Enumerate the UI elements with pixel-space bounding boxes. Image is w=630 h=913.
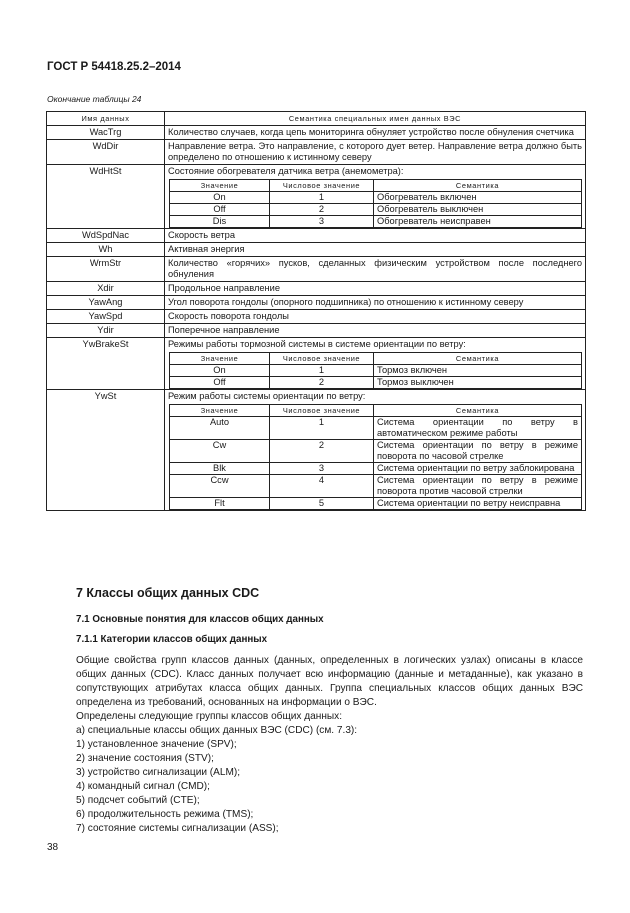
value-cell: Auto bbox=[170, 417, 270, 440]
semantic-text: Режим работы системы ориентации по ветру: bbox=[168, 391, 366, 401]
section-body bbox=[76, 654, 583, 836]
list-line: а) специальные классы общих данных ВЭС (CDC) (см. 7.3): bbox=[76, 725, 358, 736]
table-row bbox=[47, 310, 586, 324]
semantic-cell: Угол поворота гондолы (опорного подшипника) по отношению к истинному северу bbox=[165, 296, 586, 310]
semantic-cell: Скорость поворота гондолы bbox=[165, 310, 586, 324]
subsubsection-heading: 7.1.1 Категории классов общих данных bbox=[76, 634, 268, 645]
data-name-cell: WdSpdNac bbox=[47, 229, 165, 243]
numeric-cell: 5 bbox=[270, 498, 374, 510]
semantic-cell bbox=[165, 338, 586, 390]
value-subtable bbox=[169, 179, 582, 228]
subtable-header-row bbox=[170, 180, 582, 192]
value-cell: On bbox=[170, 192, 270, 204]
sub-header-value: Значение bbox=[170, 405, 270, 417]
numeric-cell: 2 bbox=[270, 377, 374, 389]
list-line: 4) командный сигнал (CMD); bbox=[76, 781, 210, 792]
subtable-row bbox=[170, 192, 582, 204]
value-subtable bbox=[169, 352, 582, 389]
data-name-cell: YawSpd bbox=[47, 310, 165, 324]
subtable-row bbox=[170, 463, 582, 475]
data-name-cell: Ydir bbox=[47, 324, 165, 338]
col-header-semantic: Семантика специальных имен данных ВЭС bbox=[165, 112, 586, 126]
data-name-cell: WdHtSt bbox=[47, 165, 165, 229]
table-row bbox=[47, 126, 586, 140]
table-row bbox=[47, 390, 586, 511]
list-line: 2) значение состояния (STV); bbox=[76, 753, 214, 764]
data-name-cell: YwSt bbox=[47, 390, 165, 511]
value-cell: Cw bbox=[170, 440, 270, 463]
table-row bbox=[47, 243, 586, 257]
meaning-cell: Система ориентации по ветру неисправна bbox=[374, 498, 582, 510]
list-lines bbox=[76, 710, 583, 836]
numeric-cell: 2 bbox=[270, 204, 374, 216]
table-row bbox=[47, 229, 586, 243]
value-cell: Off bbox=[170, 204, 270, 216]
table-row bbox=[47, 296, 586, 310]
meaning-cell: Обогреватель неисправен bbox=[374, 216, 582, 228]
semantic-cell: Количество «горячих» пусков, сделанных физическим устройством после последнего обнуления bbox=[165, 257, 586, 282]
list-line: Определены следующие группы классов общих данных: bbox=[76, 711, 343, 722]
value-cell: Flt bbox=[170, 498, 270, 510]
subtable-header-row bbox=[170, 405, 582, 417]
meaning-cell: Система ориентации по ветру в режиме поворота против часовой стрелки bbox=[374, 475, 582, 498]
sub-header-semantic: Семантика bbox=[374, 353, 582, 365]
table-row bbox=[47, 324, 586, 338]
sub-header-semantic: Семантика bbox=[374, 180, 582, 192]
subtable-row bbox=[170, 498, 582, 510]
subtable-row bbox=[170, 216, 582, 228]
value-cell: Blk bbox=[170, 463, 270, 475]
table-row bbox=[47, 140, 586, 165]
semantic-cell: Направление ветра. Это направление, с которого дует ветер. Направление ветра должно быть определено по отношению к истинному северу bbox=[165, 140, 586, 165]
data-name-cell: YwBrakeSt bbox=[47, 338, 165, 390]
numeric-cell: 4 bbox=[270, 475, 374, 498]
semantic-cell: Количество случаев, когда цепь мониторинга обнуляет устройство после обнуления счетчика bbox=[165, 126, 586, 140]
subtable-row bbox=[170, 440, 582, 463]
meaning-cell: Система ориентации по ветру в режиме поворота по часовой стрелке bbox=[374, 440, 582, 463]
semantic-cell: Продольное направление bbox=[165, 282, 586, 296]
meaning-cell: Тормоз выключен bbox=[374, 377, 582, 389]
table-row bbox=[47, 165, 586, 229]
col-header-name: Имя данных bbox=[47, 112, 165, 126]
semantic-cell bbox=[165, 165, 586, 229]
document-header: ГОСТ Р 54418.25.2–2014 bbox=[47, 61, 181, 73]
intro-paragraph-text: Общие свойства групп классов данных (данных, определенных в логических узлах) описаны в классе общих данных (CDC). Класс данных получает всю информацию (данные и метаданные), как указано в сопутствующих атрибутах класса общих данных. Группа специальных классов общих данных ВЭС определена из требований, основанных на информации о ВЭС. bbox=[76, 655, 583, 708]
value-cell: Off bbox=[170, 377, 270, 389]
numeric-cell: 1 bbox=[270, 417, 374, 440]
meaning-cell: Система ориентации по ветру заблокирована bbox=[374, 463, 582, 475]
numeric-cell: 1 bbox=[270, 192, 374, 204]
page-number: 38 bbox=[47, 842, 59, 853]
subsection-heading: 7.1 Основные понятия для классов общих данных bbox=[76, 614, 324, 625]
sub-header-value: Значение bbox=[170, 180, 270, 192]
data-name-cell: WdDir bbox=[47, 140, 165, 165]
data-name-cell: Xdir bbox=[47, 282, 165, 296]
data-name-cell: YawAng bbox=[47, 296, 165, 310]
semantic-cell: Поперечное направление bbox=[165, 324, 586, 338]
numeric-cell: 3 bbox=[270, 463, 374, 475]
value-cell: Dis bbox=[170, 216, 270, 228]
list-line: 5) подсчет событий (CTE); bbox=[76, 795, 200, 806]
semantic-cell: Активная энергия bbox=[165, 243, 586, 257]
subtable-row bbox=[170, 475, 582, 498]
subtable-row bbox=[170, 204, 582, 216]
semantic-text: Режимы работы тормозной системы в системе ориентации по ветру: bbox=[168, 339, 466, 349]
sub-header-numeric: Числовое значение bbox=[270, 353, 374, 365]
table-row bbox=[47, 338, 586, 390]
data-names-table bbox=[46, 111, 586, 511]
subtable-row bbox=[170, 365, 582, 377]
table-header-row bbox=[47, 112, 586, 126]
meaning-cell: Обогреватель включен bbox=[374, 192, 582, 204]
subtable-header-row bbox=[170, 353, 582, 365]
table-row bbox=[47, 257, 586, 282]
list-line: 1) установленное значение (SPV); bbox=[76, 739, 237, 750]
subtable-row bbox=[170, 377, 582, 389]
list-line: 7) состояние системы сигнализации (ASS); bbox=[76, 823, 279, 834]
semantic-cell bbox=[165, 390, 586, 511]
section-heading: 7 Классы общих данных CDC bbox=[76, 586, 260, 600]
sub-header-value: Значение bbox=[170, 353, 270, 365]
intro-paragraph bbox=[76, 654, 583, 710]
sub-header-numeric: Числовое значение bbox=[270, 180, 374, 192]
numeric-cell: 3 bbox=[270, 216, 374, 228]
semantic-cell: Скорость ветра bbox=[165, 229, 586, 243]
value-subtable bbox=[169, 404, 582, 510]
numeric-cell: 1 bbox=[270, 365, 374, 377]
table-caption: Окончание таблицы 24 bbox=[47, 94, 142, 104]
data-name-cell: WrmStr bbox=[47, 257, 165, 282]
numeric-cell: 2 bbox=[270, 440, 374, 463]
value-cell: On bbox=[170, 365, 270, 377]
data-name-cell: Wh bbox=[47, 243, 165, 257]
table-row bbox=[47, 282, 586, 296]
meaning-cell: Обогреватель выключен bbox=[374, 204, 582, 216]
meaning-cell: Тормоз включен bbox=[374, 365, 582, 377]
sub-header-semantic: Семантика bbox=[374, 405, 582, 417]
list-line: 6) продолжительность режима (TMS); bbox=[76, 809, 254, 820]
semantic-text: Состояние обогревателя датчика ветра (анемометра): bbox=[168, 166, 404, 176]
meaning-cell: Система ориентации по ветру в автоматическом режиме работы bbox=[374, 417, 582, 440]
list-line: 3) устройство сигнализации (ALM); bbox=[76, 767, 241, 778]
subtable-row bbox=[170, 417, 582, 440]
value-cell: Ccw bbox=[170, 475, 270, 498]
data-name-cell: WacTrg bbox=[47, 126, 165, 140]
sub-header-numeric: Числовое значение bbox=[270, 405, 374, 417]
